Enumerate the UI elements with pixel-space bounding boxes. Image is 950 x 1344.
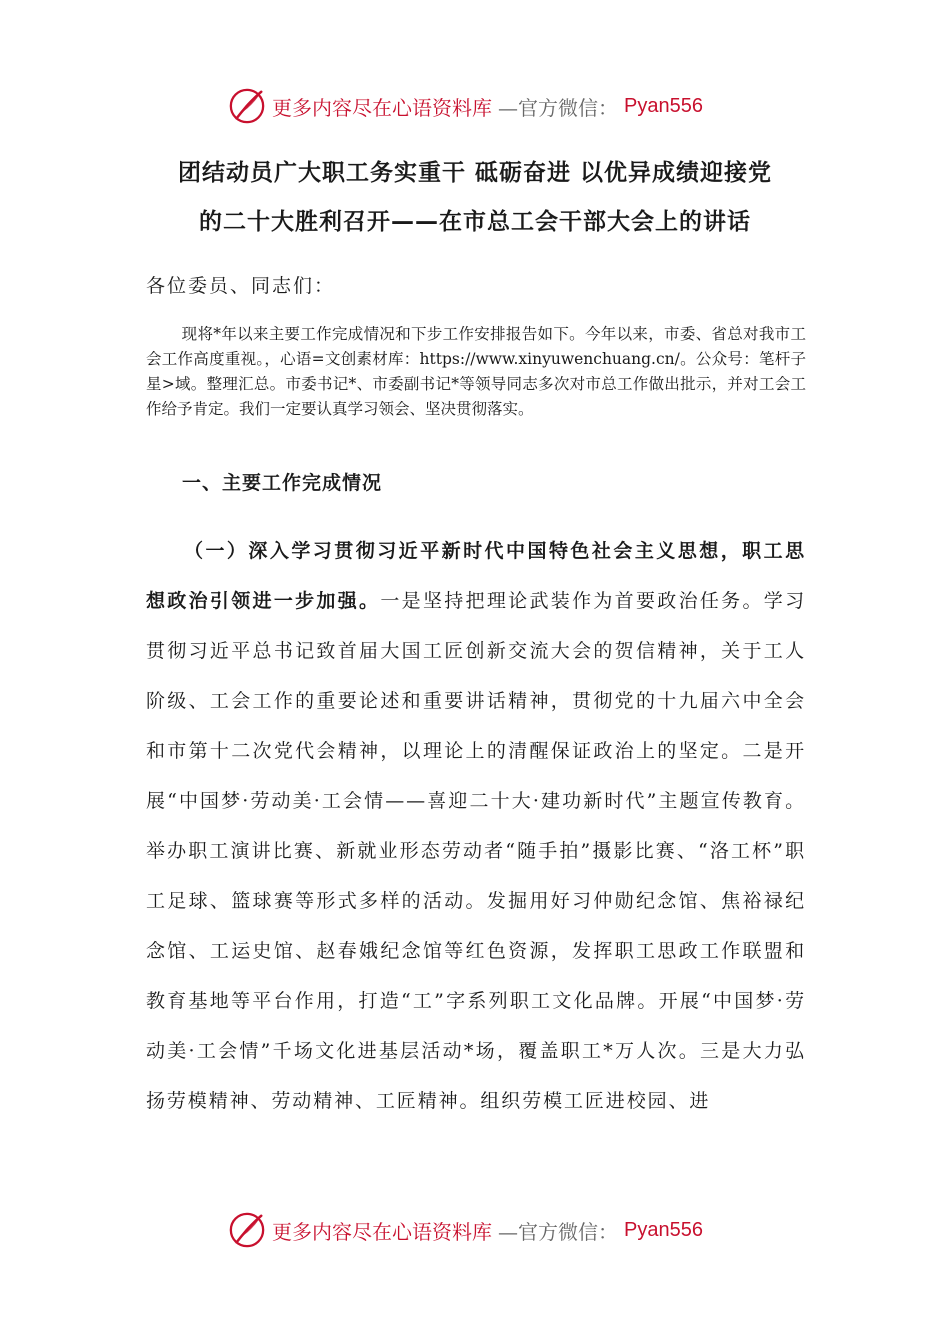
banner-wechat-label: —官方微信： [498,95,618,120]
banner-library-text: 更多内容尽在心语资料库 [272,1219,492,1244]
banner-wechat-id: Pyan556 [624,94,703,117]
section-heading: 一、主要工作完成情况 [182,472,383,494]
banner-wechat-id: Pyan556 [624,1218,703,1241]
paragraph-bold-lead: （一）深入学习贯彻习近平新时代中国特色社会主义思想，职工思想政治引领进一步加强。 [146,540,806,612]
section-paragraph [146,526,806,1126]
intro-paragraph: 现将*年以来主要工作完成情况和下步工作安排报告如下。今年以来，市委、省总对我市工会工作高度重视。，心语=文创素材库：https://www.xinyuwenchuang.cn/。公众号：笔杆子星>域。整理汇总。市委书记*、市委副书记*等领导同志多次对市总工作做出批示，并对工会工作给予肯定。我们一定要认真学习领会、坚决贯彻落实。 [146,325,806,418]
salutation: 各位委员、同志们： [146,275,336,297]
document-title-line2: 的二十大胜利召开——在市总工会干部大会上的讲话 [199,209,751,235]
banner-wechat-label: —官方微信： [498,1219,618,1244]
quill-logo-icon [228,87,266,125]
paragraph-body-text: 一是坚持把理论武装作为首要政治任务。学习贯彻习近平总书记致首届大国工匠创新交流大会的贺信精神，关于工人阶级、工会工作的重要论述和重要讲话精神，贯彻党的十九届六中全会和市第十二次党代会精神，以理论上的清醒保证政治上的坚定。二是开展“中国梦·劳动美·工会情——喜迎二十大·建功新时代”主题宣传教育。举办职工演讲比赛、新就业形态劳动者“随手拍”摄影比赛、“洛工杯”职工足球、篮球赛等形式多样的活动。发掘用好习仲勋纪念馆、焦裕禄纪念馆、工运史馆、赵春娥纪念馆等红色资源，发挥职工思政工作联盟和教育基地等平台作用，打造“工”字系列职工文化品牌。开展“中国梦·劳动美·工会情”千场文化进基层活动*场，覆盖职工*万人次。三是大力弘扬劳模精神、劳动精神、工匠精神。组织劳模工匠进校园、进 [146,590,806,1112]
banner-library-text: 更多内容尽在心语资料库 [272,95,492,120]
quill-logo-icon [228,1211,266,1249]
header-banner [228,86,703,126]
document-title-line1: 团结动员广大职工务实重干 砥砺奋进 以优异成绩迎接党 [177,160,772,186]
footer-banner [228,1210,703,1250]
